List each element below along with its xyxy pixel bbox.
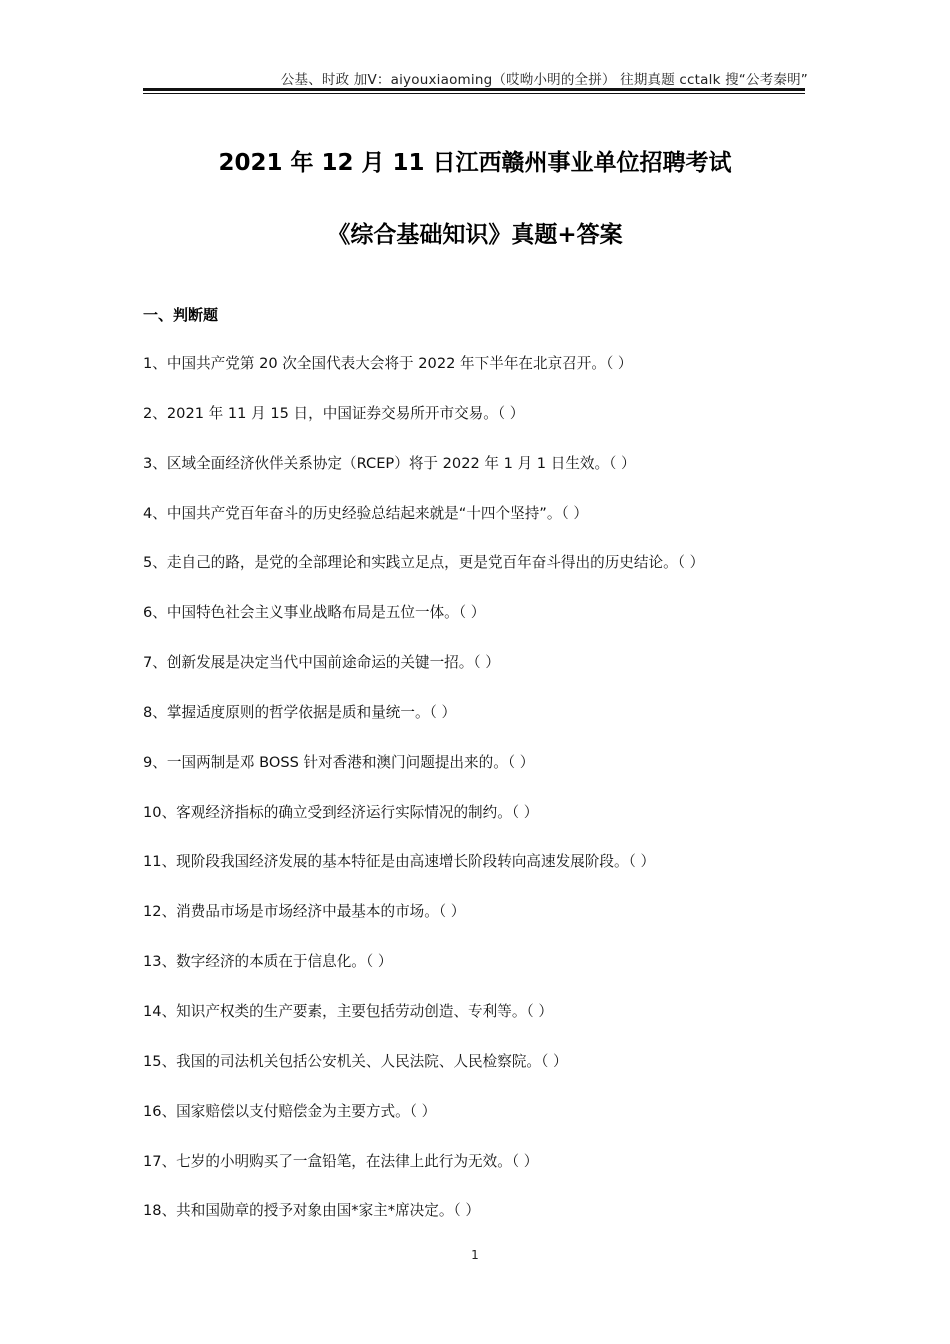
question-item: 4、中国共产党百年奋斗的历史经验总结起来就是“十四个坚持”。（ ）: [143, 504, 588, 522]
question-item: 13、数字经济的本质在于信息化。（ ）: [143, 953, 393, 971]
question-item: 12、消费品市场是市场经济中最基本的市场。（ ）: [143, 903, 466, 921]
header-rule-thick: [143, 88, 805, 91]
document-title-line-1: 2021 年 12 月 11 日江西赣州事业单位招聘考试: [218, 150, 732, 176]
question-item: 18、共和国勋章的授予对象由国*家主*席决定。（ ）: [143, 1202, 480, 1220]
question-item: 10、客观经济指标的确立受到经济运行实际情况的制约。（ ）: [143, 803, 539, 821]
question-item: 11、现阶段我国经济发展的基本特征是由高速增长阶段转向高速发展阶段。（ ）: [143, 853, 656, 871]
question-item: 3、区域全面经济伙伴关系协定（RCEP）将于 2022 年 1 月 1 日生效。（ ）: [143, 454, 636, 472]
question-item: 9、一国两制是邓 BOSS 针对香港和澳门问题提出来的。（ ）: [143, 753, 535, 771]
question-item: 2、2021 年 11 月 15 日，中国证券交易所开市交易。（ ）: [143, 404, 525, 422]
question-item: 17、七岁的小明购买了一盒铅笔，在法律上此行为无效。（ ）: [143, 1152, 539, 1170]
question-item: 1、中国共产党第 20 次全国代表大会将于 2022 年下半年在北京召开。（ ）: [143, 355, 633, 372]
question-item: 15、我国的司法机关包括公安机关、人民法院、人民检察院。（ ）: [143, 1052, 568, 1070]
question-item: 6、中国特色社会主义事业战略布局是五位一体。（ ）: [143, 604, 486, 622]
header-rule-thin: [143, 93, 805, 94]
question-item: 8、掌握适度原则的哲学依据是质和量统一。（ ）: [143, 703, 457, 721]
question-item: 16、国家赔偿以支付赔偿金为主要方式。（ ）: [143, 1102, 437, 1120]
page-header: 公基、时政 加V：aiyouxiaoming（哎呦小明的全拼） 往期真题 cctalk 搜“公考秦明”: [280, 72, 808, 88]
question-item: 7、创新发展是决定当代中国前途命运的关键一招。（ ）: [143, 654, 500, 672]
page-number: 1: [471, 1248, 479, 1262]
document-title-line-2: 《综合基础知识》真题+答案: [327, 222, 623, 248]
question-item: 5、走自己的路，是党的全部理论和实践立足点，更是党百年奋斗得出的历史结论。（ ）: [143, 554, 705, 572]
question-item: 14、知识产权类的生产要素，主要包括劳动创造、专利等。（ ）: [143, 1002, 553, 1020]
section-heading: 一、判断题: [143, 306, 219, 324]
question-list: [143, 351, 704, 1248]
